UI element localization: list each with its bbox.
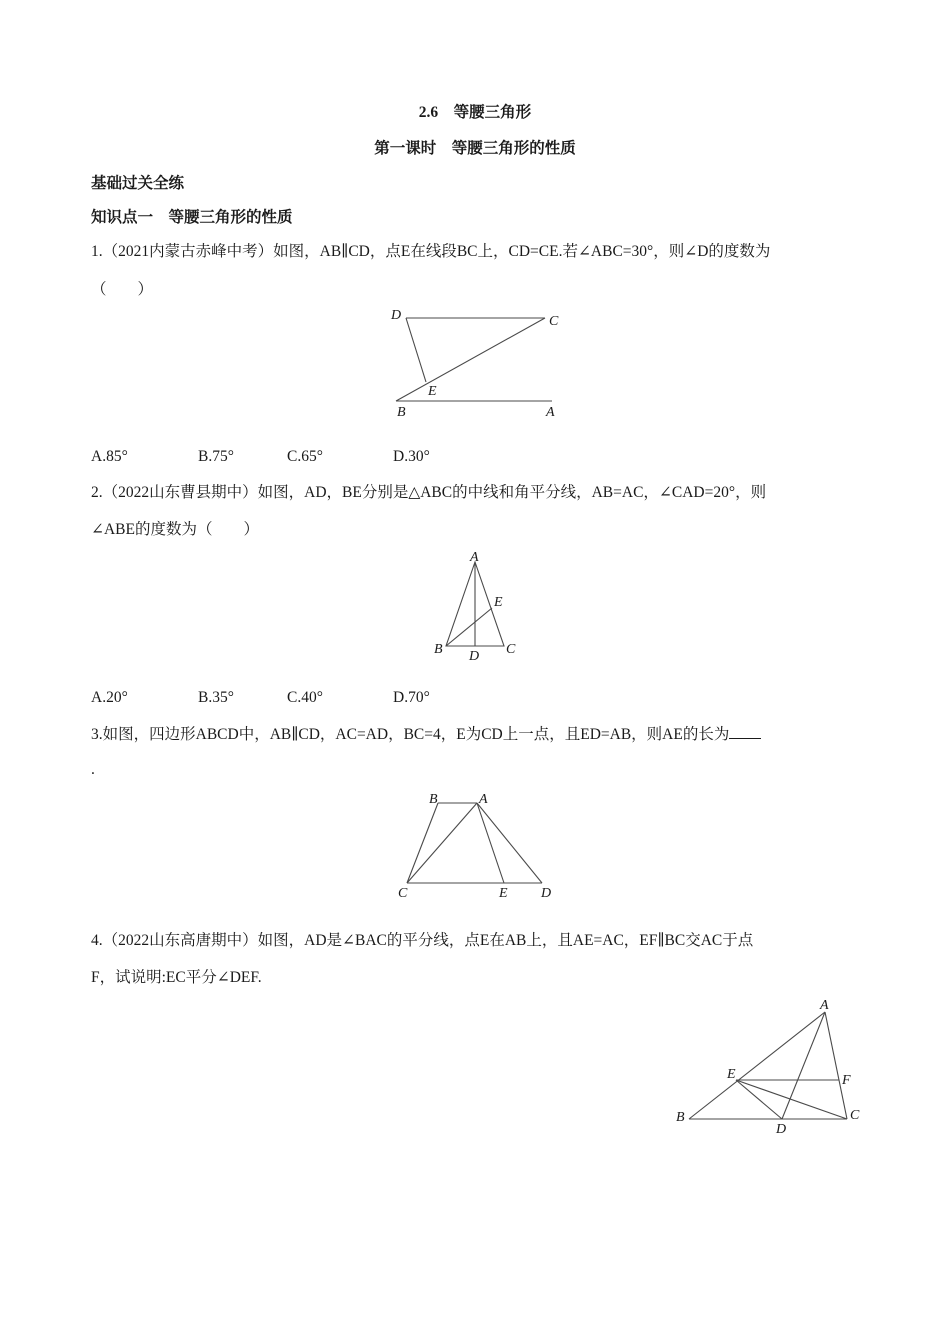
topic-heading: 知识点一 等腰三角形的性质: [91, 209, 293, 226]
q1-label-d: D: [391, 308, 402, 323]
q2-choice-a: A.20°: [91, 689, 128, 706]
q3-figure: [390, 785, 560, 905]
q3-segment-ae: [477, 803, 504, 883]
q2-figure: [425, 545, 525, 670]
q2-label-d: D: [469, 649, 480, 664]
q1-segment-bc: [396, 318, 545, 401]
q1-choice-d: D.30°: [393, 448, 430, 465]
q4-stem-line2: F，试说明:EC平分∠DEF.: [91, 969, 262, 986]
q4-label-a: A: [820, 998, 829, 1013]
q1-choice-a: A.85°: [91, 448, 128, 465]
q1-figure: [380, 300, 580, 425]
q2-label-c: C: [506, 642, 516, 657]
q3-stem-text: 3.如图，四边形ABCD中，AB∥CD，AC=AD，BC=4，E为CD上一点，且ED=AB，则AE的长为: [91, 726, 730, 743]
q4-segment-ed: [736, 1080, 782, 1119]
q4-segment-ad: [782, 1012, 825, 1119]
q4-segment-ac: [825, 1012, 847, 1119]
q1-choice-c: C.65°: [287, 448, 323, 465]
q1-label-b: B: [397, 405, 406, 420]
q3-answer-blank[interactable]: [729, 724, 761, 739]
q3-label-b: B: [429, 792, 438, 807]
q3-segment-bc: [407, 803, 438, 883]
q2-label-b: B: [434, 642, 443, 657]
q4-stem-line1: 4.（2022山东高唐期中）如图，AD是∠BAC的平分线，点E在AB上，且AE=AC，EF∥BC交AC于点: [91, 932, 754, 949]
q1-label-a: A: [546, 405, 555, 420]
q3-segment-ac: [407, 803, 477, 883]
q1-stem-line1: 1.（2021内蒙古赤峰中考）如图，AB∥CD，点E在线段BC上，CD=CE.若∠ABC=30°，则∠D的度数为: [91, 243, 771, 260]
q1-label-c: C: [549, 314, 559, 329]
q3-segment-ad: [477, 803, 542, 883]
part-heading: 基础过关全练: [91, 175, 185, 192]
q4-label-c: C: [850, 1108, 860, 1123]
lesson-title: 第一课时 等腰三角形的性质: [374, 140, 576, 157]
q4-label-b: B: [676, 1110, 685, 1125]
q2-choice-d: D.70°: [393, 689, 430, 706]
q2-stem-line1: 2.（2022山东曹县期中）如图，AD，BE分别是△ABC的中线和角平分线，AB=AC，∠CAD=20°，则: [91, 484, 767, 501]
q2-choice-c: C.40°: [287, 689, 323, 706]
q2-choice-b: B.35°: [198, 689, 234, 706]
q2-label-a: A: [470, 550, 479, 565]
q3-label-a: A: [479, 792, 488, 807]
q3-stem-line1: [91, 724, 761, 745]
q1-stem-line2: （ ）: [91, 281, 154, 298]
q3-stem-line2: .: [91, 761, 95, 778]
section-title: 2.6 等腰三角形: [418, 104, 532, 121]
q4-figure: [672, 990, 872, 1140]
q3-label-d: D: [541, 886, 552, 901]
q1-label-e: E: [428, 384, 437, 399]
q4-segment-ec: [736, 1080, 847, 1119]
q4-label-f: F: [842, 1073, 851, 1088]
q3-label-e: E: [499, 886, 508, 901]
q4-label-e: E: [727, 1067, 736, 1082]
q1-segment-de: [406, 318, 426, 382]
q2-label-e: E: [494, 595, 503, 610]
q3-label-c: C: [398, 886, 408, 901]
q4-segment-ba: [689, 1012, 825, 1119]
q4-label-d: D: [776, 1122, 787, 1137]
q2-stem-line2: ∠ABE的度数为（ ）: [91, 521, 259, 538]
q1-choice-b: B.75°: [198, 448, 234, 465]
